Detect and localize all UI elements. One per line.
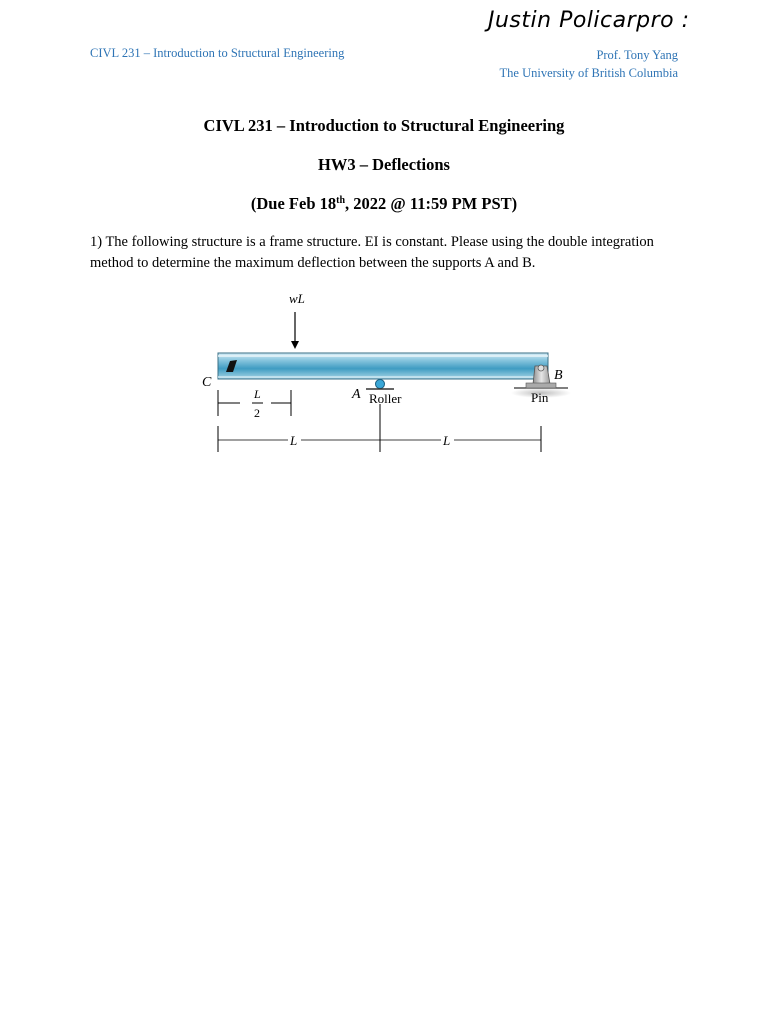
pin-label: Pin [531,390,549,405]
header-instructor: Prof. Tony Yang [596,48,678,62]
due-suffix: , 2022 @ 11:59 PM PST) [345,194,518,213]
header-right [500,46,678,82]
dim-span1-label: L [290,433,298,448]
point-b-label: B [554,368,563,383]
roller-label: Roller [369,391,402,406]
dim-half-numerator: L [254,387,261,401]
due-date [0,194,768,214]
beam-figure [0,280,768,460]
load-arrow-head [291,341,299,349]
pin-hinge [538,365,544,371]
course-title: CIVL 231 – Introduction to Structural Engineering [203,116,565,135]
header-course: CIVL 231 – Introduction to Structural Engineering [90,46,345,60]
point-a-label: A [352,387,361,402]
question-text: 1) The following structure is a frame structure. EI is constant. Please using the double integration method to determine the maximum deflection between the supports A and B. [90,234,654,271]
handwritten-signature: Justin Policarpro : [488,8,690,33]
beam [218,353,548,379]
dim-half-denominator: 2 [254,406,260,420]
point-c-label: C [202,375,212,390]
dim-span2-label: L [443,433,451,448]
due-superscript: th [336,195,346,206]
load-label: wL [289,291,305,306]
assignment-title: HW3 – Deflections [318,155,450,174]
due-prefix: (Due Feb 18 [250,194,337,213]
header-university: The University of British Columbia [499,66,678,80]
roller-support [376,380,385,389]
pin-base-plate [526,383,556,388]
